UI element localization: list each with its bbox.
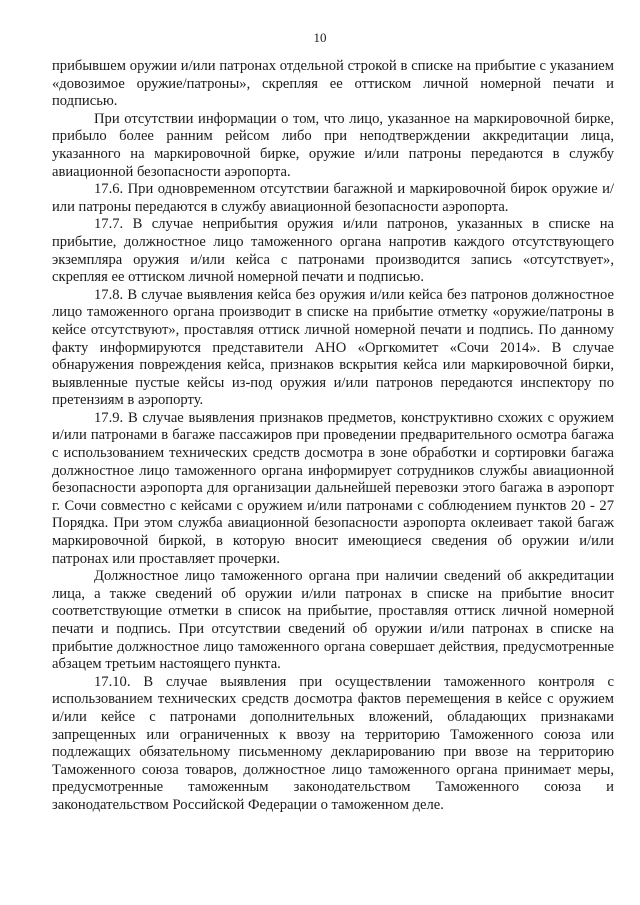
paragraph-17-8: 17.8. В случае выявления кейса без оружия и/или кейса без патронов должностное лицо таможенного органа производит в списке на прибытие отметку «оружие/патроны в кейсе отсутствуют», проставляя оттиск личной номерной печати и подпись. По данному факту информируются представители АНО «Оргкомитет «Сочи 2014». В случае обнаружения повреждения кейса, признаков вскрытия кейса или маркировочной бирки, выявленные пустые кейсы из-под оружия и/или патронов передаются инспектору по претензиям в аэропорту. (52, 286, 614, 409)
paragraph-17-9: 17.9. В случае выявления признаков предметов, конструктивно схожих с оружием и/или патронами в багаже пассажиров при проведении предварительного осмотра багажа с использованием технических средств досмотра в зоне обработки и сортировки багажа должностное лицо таможенного органа информирует сотрудников службы авиационной безопасности аэропорта для организации дальнейшей перевозки этого багажа в аэропорт г. Сочи совместно с кейсами с оружием и/или патронами с соблюдением пунктов 20 - 27 Порядка. При этом служба авиационной безопасности аэропорта оклеивает такой багаж маркировочной биркой, в которую вносит имеющиеся сведения об оружии и/или патронах или проставляет прочерки. (52, 409, 614, 567)
paragraph-17-9-second: Должностное лицо таможенного органа при наличии сведений об аккредитации лица, а также сведений об оружии и/или патронах в списке на прибытие вносит соответствующие отметки в список на прибытие, проставляя оттиск личной номерной печати и подпись. При отсутствии сведений об оружии и/или патронах в списке на прибытие должностное лицо таможенного органа совершает действия, предусмотренные абзацем третьим настоящего пункта. (52, 568, 614, 673)
paragraph-continuation: прибывшем оружии и/или патронах отдельной строкой в списке на прибытие с указанием «довозимое оружие/патроны», скрепляя ее оттиском личной номерной печати и подписью. (52, 58, 614, 110)
paragraph-no-info: При отсутствии информации о том, что лицо, указанное на маркировочной бирке, прибыло более ранним рейсом либо при неподтверждении аккредитации лица, указанного на маркировочной бирке, оружие и/или патроны передаются в службу авиационной безопасности аэропорта. (52, 110, 614, 180)
paragraph-17-6: 17.6. При одновременном отсутствии багажной и маркировочной бирок оружие и/или патроны передаются в службу авиационной безопасности аэропорта. (52, 181, 614, 215)
document-body (52, 58, 614, 815)
paragraph-17-10: 17.10. В случае выявления при осуществлении таможенного контроля с использованием технических средств досмотра фактов перемещения в кейсе с оружием и/или кейсе с патронами дополнительных вложений, обладающих признаками запрещенных или ограниченных к ввозу на территорию Таможенного союза или подлежащих обязательному письменному декларированию при ввозе на территорию Таможенного союза товаров, должностное лицо таможенного органа принимает меры, предусмотренные таможенным законодательством Таможенного союза и законодательством Российской Федерации о таможенном деле. (52, 673, 614, 813)
page-number: 10 (313, 30, 327, 45)
paragraph-17-7: 17.7. В случае неприбытия оружия и/или патронов, указанных в списке на прибытие, должностное лицо таможенного органа напротив каждого отсутствующего экземпляра оружия и/или кейса с патронами производится запись «отсутствует», скрепляя ее оттиском личной номерной печати и подписью. (52, 216, 614, 286)
